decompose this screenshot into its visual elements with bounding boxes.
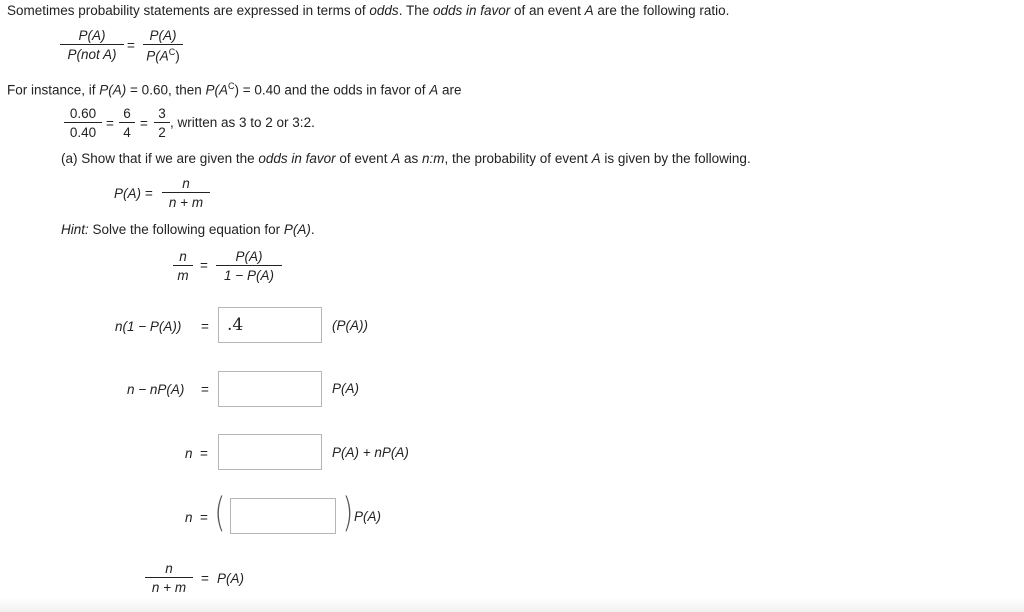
step-2-lhs: n − nP(A)	[127, 382, 185, 397]
left-parenthesis: (	[214, 490, 226, 536]
step-3-rhs: P(A) + nP(A)	[332, 445, 409, 460]
final-fraction: n n + m	[145, 561, 193, 595]
step-2-equals: =	[201, 382, 209, 397]
example-fraction-2: 6 4	[119, 106, 135, 140]
step-1-equals: =	[201, 319, 209, 334]
ratio-left-fraction: P(A) P(not A)	[60, 28, 124, 62]
step-3-lhs: n	[185, 446, 193, 461]
example-equals-2: =	[140, 116, 148, 131]
final-rhs: P(A)	[217, 571, 244, 586]
step-3-answer-input[interactable]	[218, 434, 322, 470]
step-4-lhs: n	[185, 510, 193, 525]
hint-right-fraction: P(A) 1 − P(A)	[216, 249, 282, 283]
example-equals-1: =	[106, 116, 114, 131]
step-1-rhs: (P(A))	[332, 318, 368, 333]
page-bottom-edge	[0, 598, 1024, 612]
hint-text: Hint: Solve the following equation for P(A).	[61, 222, 315, 237]
step-1-answer-input[interactable]	[218, 307, 322, 343]
formula-lhs: P(A) =	[114, 186, 153, 201]
step-4-answer-field[interactable]	[231, 499, 335, 533]
part-a-text: (a) Show that if we are given the odds in favor of event A as n:m, the probability of event A is given by the following.	[61, 151, 751, 166]
formula-fraction: n n + m	[162, 176, 210, 210]
hint-equals: =	[200, 258, 208, 273]
example-tail: , written as 3 to 2 or 3:2.	[170, 115, 315, 130]
right-parenthesis: )	[342, 490, 354, 536]
example-fraction-3: 3 2	[154, 106, 170, 140]
step-2-rhs: P(A)	[332, 381, 359, 396]
ratio-right-fraction: P(A) $P(A^C)$	[143, 28, 183, 64]
example-fraction-1: 0.60 0.40	[64, 106, 102, 140]
step-2-answer-field[interactable]	[219, 372, 321, 406]
hint-left-fraction: n m	[173, 249, 193, 283]
step-1-lhs: n(1 − P(A))	[115, 319, 182, 334]
ratio-equals: =	[127, 38, 135, 53]
step-3-answer-field[interactable]	[219, 435, 321, 469]
instance-text: For instance, if P(A) = 0.60, then $P(A^C) = 0.40$ and the odds in favor of A are	[7, 81, 462, 98]
step-4-answer-input[interactable]	[230, 498, 336, 534]
final-equals: =	[201, 571, 209, 586]
step-1-answer-field[interactable]	[219, 308, 321, 342]
intro-text: Sometimes probability statements are expressed in terms of odds. The odds in favor of an event A are the following ratio.	[7, 3, 730, 18]
step-4-rhs: P(A)	[354, 509, 381, 524]
step-4-equals: =	[200, 510, 208, 525]
step-3-equals: =	[200, 446, 208, 461]
step-2-answer-input[interactable]	[218, 371, 322, 407]
